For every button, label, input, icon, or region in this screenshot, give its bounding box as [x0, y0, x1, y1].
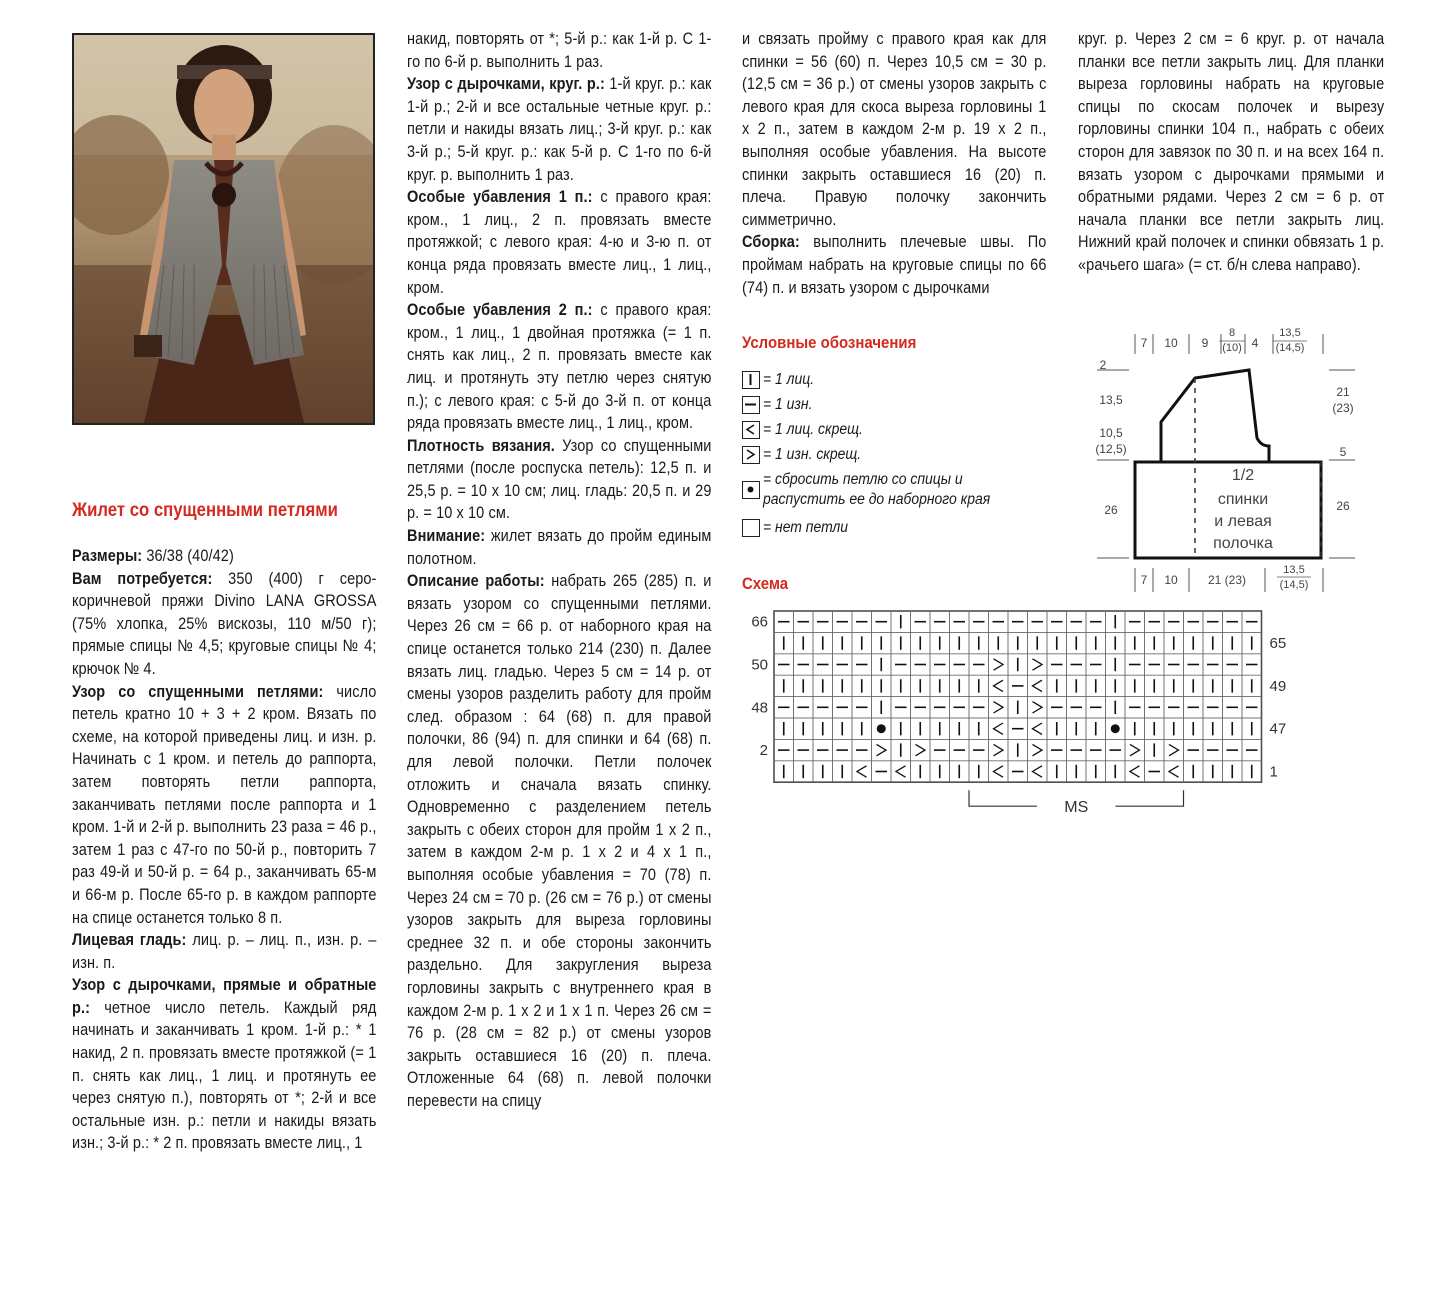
schematic-label: 26 [1104, 503, 1118, 517]
legend-label: = 1 изн. [763, 396, 813, 413]
model-photo [72, 33, 375, 425]
chart-row-label-right: 1 [1269, 763, 1278, 781]
schematic-label: 4 [1251, 336, 1259, 350]
paragraph-text: 350 (400) г серо-коричневой пряжи Divino LANA GROSSA (75% хлопка, 25% вискозы, 110 м/50 г); прямые спицы № 4,5; круговые спицы № 4; крючок № 4. [72, 569, 377, 678]
paragraph [72, 545, 376, 568]
paragraph-heading: Вам потребуется: [72, 569, 213, 588]
paragraph-heading: Сборка: [742, 233, 800, 252]
paragraph [407, 435, 711, 525]
paragraph-text: 36/38 (40/42) [142, 547, 234, 565]
schematic-title: и левая [1214, 513, 1272, 530]
front-outline [1161, 370, 1269, 462]
legend-title: Условные обозначения [742, 333, 917, 352]
chart-row-label-right: 65 [1269, 635, 1287, 653]
cross-right-symbol-icon [742, 446, 760, 464]
repeat-label: MS [1064, 799, 1089, 817]
legend-item-cross-left [742, 420, 874, 440]
none-symbol-icon [742, 519, 760, 537]
paragraph-text: 1-й круг. р.: как 1-й р.; 2-й и все остальные четные круг. р.: петли и накиды вязать лиц.; 3-й круг. р.: как 3-й р.; 5-й круг. р.: как 5-й р. С 1-го по 6-й круг. р. выполнить 1 раз. [407, 75, 712, 184]
paragraph-text: четное число петель. Каждый ряд начинать и заканчивать 1 кром. 1-й р.: * 1 накид, 2 п. провязать вместе протяжкой (= 1 п. снять как лиц., 1 лиц. и протянуть ее через снятую п.), повторять от *; 2-й и все остальные изн. р.: петли и накиды вязать изн.; 3-й р.: * 2 п. провязать вместе лиц., 1 [72, 998, 377, 1153]
legend-label: = нет петли [763, 519, 849, 536]
chart-row-label-right: 47 [1269, 720, 1287, 738]
paragraph-heading: Узор со спущенными петлями: [72, 682, 324, 701]
schematic-label: (12,5) [1095, 442, 1127, 456]
paragraph [407, 73, 711, 186]
paragraph [407, 28, 711, 73]
chart-row-label-left: 2 [759, 742, 768, 760]
drop-symbol-icon [742, 481, 760, 499]
paragraph-text: жилет вязать до пройм единым полотном. [407, 527, 712, 568]
paragraph-text: набрать 265 (285) п. и вязать узором со спущенными петлями. Через 26 см = 66 р. от наборного края на спице останется только 214 (230) п. Далее вязать лиц. гладью. Через 5 см = 14 р. от смены узоров разделить работу для пройм след. образом : 64 (68) п. для правой полочки, 86 (94) п. для спинки и 64 (68) п. для левой полочки. Петли полочек отложить и сначала вязать спинку. Одновременно с разделением петель закрыть с обеих сторон для пройм 1 х 2 п., затем в каждом 2-м р. 1 х 2 и 4 х 1 п., выполняя особые убавления = 70 (78) п. Через 24 см = 70 р. (26 см = 76 р.) от смены узоров закрыть для выреза горловины среднее 32 п. и обе стороны закончить раздельно. Для закругления выреза горловины закрыть с внутреннего края в каждом 2-м р. 1 х 2 и 1 х 1 п. Через 26 см = 76 р. (28 см = 82 р.) от смены узоров закрыть оставшиеся 16 (20) п. плеча. Отложенные 64 (68) п. левой полочки перевести на спицу [407, 572, 712, 1110]
chart-row-label-left: 50 [751, 656, 768, 674]
paragraph-heading: Особые убавления 2 п.: [407, 301, 593, 320]
schematic-label: 7 [1140, 573, 1148, 587]
paragraph-heading: Узор с дырочками, круг. р.: [407, 75, 605, 94]
schematic-label: (14,5) [1275, 342, 1305, 354]
paragraph-heading: Узор с дырочками, прямые и обратные р.: [72, 976, 377, 1017]
paragraph-text: с правого края: кром., 1 лиц., 2 п. провязать вместе протяжкой; с левого края: 4-ю и 3-ю п. от конца ряда провязать вместе лиц., 1 лиц., кром. [407, 188, 712, 297]
schematic-title: спинки [1217, 491, 1269, 508]
photo-illustration [74, 35, 373, 423]
paragraph-heading: Описание работы: [407, 572, 545, 591]
paragraph [72, 974, 376, 1155]
text-column-4 [1078, 28, 1384, 277]
chart-row-label-left: 48 [751, 699, 768, 717]
paragraph-text: Узор со спущенными петлями (после роспуска петель): 12,5 п. и 25,5 р. = 10 х 10 см; лиц. гладь: 20,5 п. и 29 р. = 10 х 10 см. [407, 436, 712, 523]
paragraph [742, 28, 1046, 231]
paragraph [407, 186, 711, 299]
paragraph-text: выполнить плечевые швы. По проймам набрать на круговые спицы по 66 (74) п. и вязать узором с дырочками [742, 233, 1047, 297]
paragraph-heading: Внимание: [407, 527, 486, 546]
cross-left-symbol-icon [742, 421, 760, 439]
schematic-title: полочка [1213, 535, 1273, 552]
text-column-2 [407, 28, 711, 1113]
schematic-label: 7 [1140, 336, 1148, 350]
chart-row-label-left: 66 [751, 613, 768, 631]
paragraph-text: накид, повторять от *; 5-й р.: как 1-й р. С 1-го по 6-й р. выполнить 1 раз. [407, 30, 712, 71]
paragraph-text: лиц. р. – лиц. п., изн. р. – изн. п. [72, 931, 377, 972]
paragraph [407, 525, 711, 570]
schematic-label: (14,5) [1279, 579, 1309, 591]
schematic-label: 13,5 [1279, 327, 1301, 339]
schematic-label: 21 (23) [1207, 573, 1247, 587]
schematic-label: 10 [1164, 336, 1178, 350]
schematic-label: 5 [1339, 445, 1347, 459]
paragraph-heading: Размеры: [72, 547, 143, 565]
paragraph [407, 570, 711, 1112]
schematic-label: 26 [1336, 499, 1350, 513]
paragraph [72, 929, 376, 974]
paragraph [72, 568, 376, 681]
paragraph [407, 299, 711, 435]
text-column-3 [742, 28, 1046, 299]
knit-symbol-icon [742, 371, 760, 389]
paragraph-text: и связать пройму с правого края как для спинки = 56 (60) п. Через 10,5 см = 30 р. (12,5 см = 36 р.) от смены узоров закрыть с левого края для скоса выреза горловины 1 х 2 п., затем в каждом 2-м р. 19 х 2 п., выполняя особые убавления. На высоте спинки закрыть оставшиеся 16 (20) п. плеча. Правую полочку закончить симметрично. [742, 30, 1047, 229]
legend-item-cross-right [742, 445, 872, 465]
paragraph [72, 681, 376, 930]
schematic-label: 9 [1201, 336, 1209, 350]
schematic-label: 10 [1164, 573, 1178, 587]
legend-item-drop [742, 470, 1063, 510]
legend-label: = 1 лиц. скрещ. [763, 421, 863, 438]
schematic-label: (23) [1332, 401, 1354, 415]
paragraph-heading: Лицевая гладь: [72, 931, 187, 950]
schematic-label: 13,5 [1099, 393, 1123, 407]
paragraph-text: с правого края: кром., 1 лиц., 1 двойная протяжка (= 1 п. снять как лиц., 2 п. провязать вместе как лиц. и протянуть эту петлю через снятую п.); с левого края: с 5-й до 3-й п. от конца ряда провязать вместе лиц., 1 лиц., кром. [407, 301, 712, 433]
schema-title: Схема [742, 574, 789, 593]
schematic-label: (10) [1222, 342, 1242, 354]
text-column-1 [72, 545, 376, 1155]
legend-label: = сбросить петлю со спицы и распустить ее до наборного края [763, 471, 991, 508]
schematic-label: 13,5 [1283, 564, 1305, 576]
knitting-chart [740, 605, 1310, 825]
chart-row-label-right: 49 [1269, 677, 1287, 695]
legend-item-purl [742, 395, 818, 415]
paragraph: круг. р. Через 2 см = 6 круг. р. от начала планки все петли закрыть лиц. Для планки выреза горловины набрать на круговые спицы по скосам полочек и вырезу горловины спинки 104 п., набрать с обеих сторон для завязок по 30 п. и на всех 164 п. вязать узором с дырочками прямыми и обратными рядами. Через 2 см = 6 р. от начала планки все петли закрыть лиц. Нижний край полочек и спинки обвязать 1 р. «рачьего шага» (= ст. б/н слева направо). [1078, 30, 1385, 274]
garment-schematic [1085, 322, 1385, 600]
schematic-title: 1/2 [1231, 467, 1255, 484]
paragraph-heading: Плотность вязания. [407, 436, 555, 455]
legend-label: = 1 изн. скрещ. [763, 446, 862, 463]
schematic-label: 10,5 [1099, 426, 1123, 440]
article-title: Жилет со спущенными петлями [72, 500, 338, 521]
paragraph [742, 231, 1046, 299]
schematic-label: 2 [1099, 358, 1107, 372]
legend-item-knit [742, 370, 820, 390]
purl-symbol-icon [742, 396, 760, 414]
legend-label: = 1 лиц. [763, 371, 815, 388]
paragraph-heading: Особые убавления 1 п.: [407, 188, 593, 207]
schematic-label: 8 [1228, 327, 1236, 339]
paragraph-text: число петель кратно 10 + 3 + 2 кром. Вязать по схеме, на которой приведены лиц. и изн. р. Начинать с 1 кром. и петель до раппорта, затем повторять петли раппорта, заканчивать петлями после раппорта и 1 кром. 1-й и 2-й р. выполнить 23 раза = 46 р., затем 1 раз с 47-го по 50-й р., повторить 7 раз 49-й и 50-й р. = 64 р., заканчивать 65-м и 66-м р. После 65-го р. в каждом раппорте на спице останется только 8 п. [72, 682, 377, 927]
schematic-label: 21 [1336, 385, 1350, 399]
legend-item-none [742, 518, 857, 538]
